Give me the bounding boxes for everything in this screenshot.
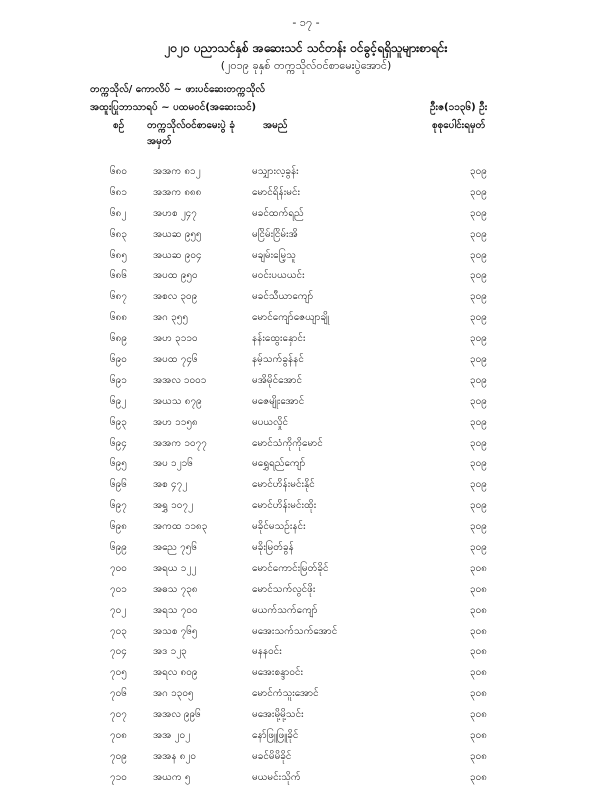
student-name: မောင်ရိန်းမင်း [252, 186, 301, 198]
roll-number: အအန ၈၂၀ [153, 750, 196, 762]
table-row [0, 206, 612, 227]
student-name: မခင်မိမိခိုင် [252, 750, 292, 762]
total-score: ၃၀၉ [470, 458, 487, 470]
student-name: မခင်ထက်ရည် [252, 207, 304, 219]
row-number: ၇၀၂ [110, 604, 127, 616]
total-score: ၃၀၉ [470, 312, 487, 324]
roll-number: အအလ ၁၀၀၁ [153, 374, 207, 386]
student-name: မအေးသက်သက်အောင် [252, 625, 338, 637]
table-row [0, 477, 612, 498]
total-score: ၃၀၉ [470, 500, 487, 512]
total-score: ၃၀၈ [470, 709, 487, 721]
total-score: ၃၀၉ [470, 166, 487, 177]
roll-number: အယသ ၈၇၉ [153, 395, 202, 407]
table-row [0, 770, 612, 791]
roll-number: အပ ၁၂၁၆ [153, 458, 193, 470]
table-row [0, 519, 612, 540]
student-name: မငြိမ်းငြိမ်းအိ [252, 228, 298, 240]
roll-number: အအက ၈၈၈ [153, 186, 202, 198]
table-row [0, 331, 612, 352]
row-number: ၆၉၅ [110, 458, 127, 470]
row-number: ၆၉၆ [110, 479, 127, 491]
table-row [0, 394, 612, 415]
table-row [0, 686, 612, 707]
passing-score-label: ဦးဇ(၁၁၃၆) ဦး [430, 102, 488, 113]
roll-number: အအ ၂၀၂ [153, 730, 190, 742]
page-number: - ၁၇ - [292, 16, 320, 29]
roll-number: အစ ၄၇၂ [153, 479, 188, 491]
student-name: နန်းထွေးနှောင်း [252, 333, 306, 345]
column-header-score: စုစုပေါင်းရမှတ် [432, 120, 486, 131]
table-row [0, 310, 612, 331]
row-number: ၇၀၀ [110, 562, 127, 574]
document-subtitle: (၂၀၁၉ ခုနှစ် တက္ကသိုလ်ဝင်စာမေးပွဲအောင်) [220, 59, 392, 72]
table-row [0, 582, 612, 603]
roll-number: အရယ ၁၂၂ [153, 562, 197, 574]
total-score: ၃၀၈ [470, 604, 487, 616]
student-name: မခိုးမြတ်ခွန် [252, 542, 294, 554]
student-name: မအိမိုင်အောင် [252, 374, 303, 386]
roll-number: အသစ ၇၆၅ [153, 625, 198, 637]
student-name: မခင်သီယာကျော် [252, 291, 314, 303]
student-name: နော်ဖြူဖြူခိုင် [252, 730, 299, 742]
row-number: ၆၈၈ [110, 312, 128, 324]
student-name: မောင်ဟိန်းမင်းထိုး [252, 500, 317, 512]
student-name: မောင်ကံသူးအောင် [252, 688, 319, 700]
table-row [0, 749, 612, 770]
table-row [0, 227, 612, 248]
student-name: မယမင်းသိုက် [252, 771, 301, 783]
row-number: ၇၀၇ [110, 709, 127, 721]
roll-number: အဂ ၃၅၅ [153, 312, 188, 324]
row-number: ၆၈၀ [110, 166, 127, 177]
total-score: ၃၀၉ [470, 270, 487, 282]
total-score: ၃၀၈ [470, 562, 487, 574]
total-score: ၃၀၉ [470, 437, 487, 449]
student-name: မဇေမျိုးအောင် [252, 395, 305, 407]
row-number: ၆၈၃ [110, 228, 127, 240]
student-name: မခိုင်မသဉ်းနင်း [252, 521, 306, 533]
table-row [0, 498, 612, 519]
total-score: ၃၀၉ [470, 521, 487, 533]
student-name: မောင်ကောင်းမြတ်ခိုင် [252, 562, 329, 574]
total-score: ၃၀၈ [470, 583, 487, 595]
table-row [0, 728, 612, 749]
total-score: ၃၀၉ [470, 542, 487, 554]
row-number: ၆၉၃ [110, 416, 127, 428]
roll-number: အအလ ၉၉၆ [153, 709, 201, 721]
table-row [0, 561, 612, 582]
table-row [0, 164, 612, 185]
table-row [0, 268, 612, 289]
row-number: ၆၈၉ [110, 333, 127, 345]
total-score: ၃၀၉ [470, 416, 487, 428]
student-name: မောင်ကျော်ဇေယျာချို [252, 312, 330, 324]
total-score: ၃၀၉ [470, 207, 487, 219]
total-score: ၃၀၈ [470, 771, 487, 783]
table-row [0, 540, 612, 561]
roll-number: အယဆ ၉၀၄ [153, 249, 202, 261]
row-number: ၆၉၂ [110, 395, 127, 407]
row-number: ၆၈၆ [110, 270, 127, 282]
roll-number: အဟ ၁၁၅၈ [153, 416, 198, 428]
total-score: ၃၀၉ [470, 249, 487, 261]
row-number: ၇၀၉ [110, 750, 127, 762]
university-label: တက္ကသိုလ်/ ကောလိပ် ~ ဖားပင်ဆေးတက္ကသိုလ် [90, 84, 265, 95]
table-row [0, 373, 612, 394]
table-row [0, 436, 612, 457]
row-number: ၆၈၇ [110, 291, 127, 303]
row-number: ၇၀၃ [110, 625, 127, 637]
table-row [0, 665, 612, 686]
total-score: ၃၀၉ [470, 333, 487, 345]
roll-number: အအက ၁၀၇၇ [153, 437, 207, 449]
table-row [0, 707, 612, 728]
total-score: ၃၀၉ [470, 186, 487, 198]
total-score: ၃၀၉ [470, 374, 487, 386]
total-score: ၃၀၈ [470, 625, 487, 637]
table-row [0, 415, 612, 436]
student-name: မချမ်းမြေ့သူ [252, 249, 296, 261]
student-name: မဝင်းပယယင်း [252, 270, 305, 282]
row-number: ၆၉၇ [110, 500, 127, 512]
column-header-roll: တက္ကသိုလ်ဝင်စာမေးပွဲ ခုံအမှတ် [147, 120, 235, 147]
total-score: ၃၀၉ [470, 291, 487, 303]
total-score: ၃၀၈ [470, 688, 487, 700]
row-number: ၇၀၄ [110, 646, 127, 658]
total-score: ၃၀၈ [470, 750, 487, 762]
roll-number: အပထ ၉၅၀ [153, 270, 198, 282]
roll-number: အကထ ၁၁၈၃ [153, 521, 208, 533]
row-number: ၇၀၅ [110, 667, 127, 679]
student-name: မယက်သက်ကျော် [252, 604, 318, 616]
roll-number: အဟစ ၂၄၇ [153, 207, 197, 219]
total-score: ၃၀၉ [470, 354, 487, 366]
row-number: ၆၉၉ [110, 542, 127, 554]
row-number: ၆၈၂ [110, 207, 127, 219]
document-title: ၂၀၂၀ ပညာသင်နှစ် အဆေးသင် သင်တန်း ဝင်ခွင့်ရရှိသူများစာရင်း [164, 41, 448, 55]
roll-number: အစလ ၃၀၉ [153, 291, 198, 303]
total-score: ၃၀၉ [470, 479, 487, 491]
row-number: ၆၈၅ [110, 249, 127, 261]
student-name: မောင်သက်လွင်ဖိုး [252, 583, 316, 595]
total-score: ၃၀၉ [470, 228, 487, 240]
total-score: ၃၀၈ [470, 646, 487, 658]
roll-number: အညေ ၇၅၆ [153, 542, 197, 554]
student-name: မနနဝင်း [252, 646, 282, 658]
major-label: အထူးပြုဘာသာရပ် ~ ပထမဝင်(အဆေးသင်) [90, 102, 257, 113]
roll-number: အယဆ ၉၅၅ [153, 228, 202, 240]
student-name: မရွှေရည်ကျော် [252, 458, 306, 470]
student-name: နမ့်သက်ခွန်နင် [252, 354, 304, 366]
roll-number: အအက ၈၁၂ [153, 166, 201, 177]
row-number: ၆၉၀ [110, 354, 127, 366]
table-row [0, 624, 612, 645]
row-number: ၆၉၈ [110, 521, 127, 533]
table-row [0, 644, 612, 665]
student-name: မောင်သံကိုကိုမောင် [252, 437, 323, 449]
total-score: ၃၀၈ [470, 667, 487, 679]
total-score: ၃၀၉ [470, 395, 487, 407]
table-row [0, 603, 612, 624]
student-name: မပယလှိုင် [252, 416, 289, 428]
roll-number: အရွှ ၁၀၇၂ [153, 500, 193, 512]
table-row [0, 248, 612, 269]
row-number: ၆၉၄ [110, 437, 127, 449]
results-list [0, 164, 612, 791]
column-header-name: အမည် [263, 120, 288, 131]
roll-number: အရသ ၇၀၀ [153, 604, 198, 616]
student-name: မအေးမို့မို့သင်း [252, 709, 304, 721]
table-row [0, 352, 612, 373]
column-header-no: စဉ် [113, 120, 125, 131]
row-number: ၇၀၈ [110, 730, 127, 742]
student-name: မောင်ဟိန်းမင်းနိုင် [252, 479, 315, 491]
roll-number: အရလ ၈၀၉ [153, 667, 198, 679]
roll-number: အပထ ၇၄၆ [153, 354, 198, 366]
roll-number: အယက ၅ [153, 771, 191, 783]
row-number: ၇၀၆ [110, 688, 127, 700]
total-score: ၃၀၈ [470, 730, 487, 742]
row-number: ၆၈၁ [110, 186, 127, 198]
row-number: ၇၁၀ [110, 771, 127, 783]
table-row [0, 456, 612, 477]
roll-number: အဓသ ၇၃၈ [153, 583, 198, 595]
table-row [0, 185, 612, 206]
roll-number: အဒ ၁၂၃ [153, 646, 187, 658]
roll-number: အဂ ၁၃၀၅ [153, 688, 194, 700]
table-row [0, 289, 612, 310]
roll-number: အဟ ၃၁၁၀ [153, 333, 198, 345]
student-name: မသျှားလ့ခွန်း [252, 166, 299, 177]
row-number: ၆၉၁ [110, 374, 127, 386]
student-name: မအေးစန္ဒာဝင်း [252, 667, 304, 679]
row-number: ၇၀၁ [110, 583, 127, 595]
